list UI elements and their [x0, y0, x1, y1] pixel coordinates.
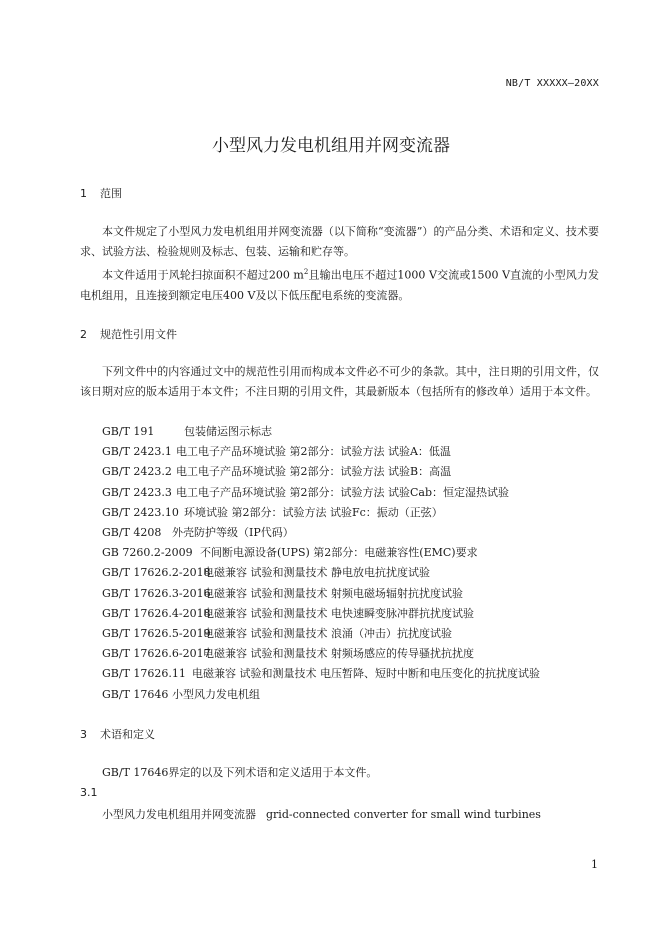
reference-title: 环境试验 第2部分：试验方法 试验Fc：振动（正弦）	[184, 505, 443, 519]
scope-text-a: 本文件适用于风轮扫掠面积不超过200 m	[102, 268, 304, 282]
document-title: 小型风力发电机组用并网变流器	[212, 136, 450, 156]
reference-item	[102, 604, 540, 624]
reference-code: GB/T 2423.10	[102, 505, 179, 519]
section-title: 术语和定义	[100, 728, 155, 741]
reference-code: GB/T 17626.2-2018	[102, 566, 211, 580]
reference-code: GB/T 17646	[102, 687, 169, 701]
section-number: 3	[80, 728, 87, 741]
reference-title: 电磁兼容 试验和测量技术 静电放电抗扰度试验	[203, 566, 430, 580]
reference-title: 不间断电源设备(UPS) 第2部分：电磁兼容性(EMC)要求	[200, 546, 478, 560]
section-heading-normative	[80, 326, 177, 342]
reference-title: 电工电子产品环境试验 第2部分：试验方法 试验B：高温	[176, 465, 452, 479]
reference-title: 电磁兼容 试验和测量技术 射频电磁场辐射抗扰度试验	[203, 586, 463, 600]
term-english: grid-connected converter for small wind turbines	[266, 808, 541, 821]
reference-code: GB/T 2423.2	[102, 465, 172, 479]
reference-code: GB/T 4208	[102, 526, 162, 540]
section-number: 1	[80, 187, 87, 200]
reference-item	[102, 503, 540, 523]
superscript: 2	[303, 268, 309, 276]
normative-intro: 下列文件中的内容通过文中的规范性引用而构成本文件必不可少的条款。其中，注日期的引用文件，仅该日期对应的版本适用于本文件；不注日期的引用文件，其最新版本（包括所有的修改单）适用于本文件。	[80, 365, 599, 398]
scope-paragraph-2	[80, 262, 599, 306]
reference-title: 包装储运图示标志	[184, 425, 272, 438]
reference-title: 电工电子产品环境试验 第2部分：试验方法 试验Cab：恒定湿热试验	[176, 485, 510, 499]
term-chinese: 小型风力发电机组用并网变流器	[102, 808, 256, 821]
subclause-number: 3.1	[80, 786, 98, 799]
reference-code: GB 7260.2-2009	[102, 546, 193, 560]
scope-text-b: 且输出电压不超过1000 V交流或1500 V直流的小型风力发电机组用，且连接到额定电压400 V及以下低压配电系统的变流器。	[80, 268, 600, 302]
reference-item	[102, 664, 540, 684]
section-heading-scope	[80, 185, 122, 201]
section-title: 范围	[100, 187, 122, 200]
reference-item	[102, 422, 540, 442]
page-number: 1	[591, 858, 598, 871]
reference-title: 电磁兼容 试验和测量技术 电快速瞬变脉冲群抗扰度试验	[203, 606, 474, 620]
reference-item	[102, 442, 540, 462]
section-number: 2	[80, 328, 87, 341]
section-heading-terms	[80, 726, 155, 742]
reference-item	[102, 584, 540, 604]
reference-list	[102, 422, 540, 705]
term-entry	[102, 806, 541, 822]
reference-title: 电磁兼容 试验和测量技术 射频场感应的传导骚扰抗扰度	[203, 647, 474, 661]
reference-title: 外壳防护等级（IP代码）	[172, 526, 294, 540]
reference-item	[102, 563, 540, 583]
reference-title: 电磁兼容 试验和测量技术 电压暂降、短时中断和电压变化的抗扰度试验	[192, 667, 540, 681]
terms-intro: GB/T 17646界定的以及下列术语和定义适用于本文件。	[102, 766, 378, 779]
reference-item	[102, 483, 540, 503]
reference-code: GB/T 17626.11	[102, 667, 186, 681]
reference-code: GB/T 17626.3-2016	[102, 586, 211, 600]
reference-item	[102, 644, 540, 664]
reference-title: 小型风力发电机组	[172, 687, 260, 701]
reference-item	[102, 543, 540, 563]
reference-item	[102, 685, 540, 705]
reference-item	[102, 523, 540, 543]
reference-title: 电磁兼容 试验和测量技术 浪涌（冲击）抗扰度试验	[203, 627, 452, 641]
reference-code: GB/T 17626.5-2019	[102, 627, 211, 641]
reference-item	[102, 624, 540, 644]
reference-code: GB/T 2423.3	[102, 485, 172, 499]
reference-item	[102, 462, 540, 482]
reference-code: GB/T 191	[102, 425, 155, 438]
scope-paragraph-1: 本文件规定了小型风力发电机组用并网变流器（以下简称“变流器”）的产品分类、术语和定义、技术要求、试验方法、检验规则及标志、包装、运输和贮存等。	[80, 225, 599, 258]
standard-number: NB/T XXXXX—20XX	[505, 78, 599, 89]
reference-code: GB/T 17626.4-2018	[102, 606, 211, 620]
reference-title: 电工电子产品环境试验 第2部分：试验方法 试验A：低温	[176, 445, 451, 459]
reference-code: GB/T 2423.1	[102, 445, 172, 459]
reference-code: GB/T 17626.6-2017	[102, 647, 211, 661]
section-title: 规范性引用文件	[100, 328, 177, 341]
